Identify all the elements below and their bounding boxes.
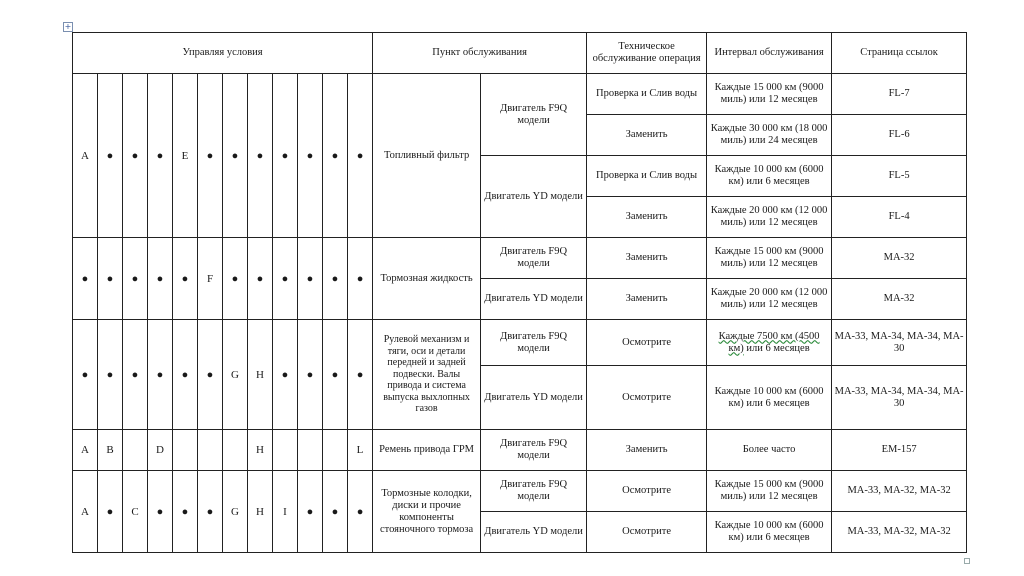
condition-cell: ●	[273, 238, 298, 320]
operation-cell: Заменить	[587, 238, 707, 279]
interval-cell: Каждые 10 000 км (6000 км) или 6 месяцев	[707, 156, 832, 197]
condition-cell: ●	[348, 471, 373, 553]
item-cell: Топливный фильтр	[373, 74, 481, 238]
condition-cell: ●	[348, 320, 373, 430]
interval-cell: Каждые 20 000 км (12 000 миль) или 12 месяцев	[707, 279, 832, 320]
maintenance-table	[72, 32, 967, 553]
interval-cell	[707, 320, 832, 366]
interval-text: км)	[728, 342, 744, 354]
item-cell: Тормозная жидкость	[373, 238, 481, 320]
condition-cell: ●	[298, 74, 323, 238]
condition-cell: H	[248, 471, 273, 553]
condition-cell	[323, 430, 348, 471]
condition-cell: ●	[123, 238, 148, 320]
condition-cell: F	[198, 238, 223, 320]
interval-cell: Каждые 10 000 км (6000 км) или 6 месяцев	[707, 366, 832, 430]
condition-cell	[273, 430, 298, 471]
condition-cell: C	[123, 471, 148, 553]
condition-cell: E	[173, 74, 198, 238]
operation-cell: Заменить	[587, 115, 707, 156]
header-ref: Страница ссылок	[832, 33, 967, 74]
item-cell: Рулевой механизм и тяги, оси и детали передней и задней подвески. Валы привода и система выпуска выхлопных газов	[373, 320, 481, 430]
condition-cell: ●	[148, 320, 173, 430]
operation-cell: Заменить	[587, 197, 707, 238]
condition-cell: ●	[198, 320, 223, 430]
condition-cell: B	[98, 430, 123, 471]
condition-cell	[173, 430, 198, 471]
engine-cell: Двигатель F9Q модели	[481, 320, 587, 366]
condition-cell	[198, 430, 223, 471]
ref-cell: FL-5	[832, 156, 967, 197]
engine-cell: Двигатель YD модели	[481, 512, 587, 553]
item-cell: Ремень привода ГРМ	[373, 430, 481, 471]
engine-cell: Двигатель YD модели	[481, 279, 587, 320]
table-row	[73, 238, 967, 279]
condition-cell: ●	[173, 320, 198, 430]
header-conditions: Управляя условия	[73, 33, 373, 74]
table-move-handle-icon[interactable]: +	[64, 22, 72, 31]
condition-cell: ●	[248, 238, 273, 320]
condition-cell: ●	[348, 74, 373, 238]
condition-cell: ●	[148, 74, 173, 238]
condition-cell: ●	[223, 74, 248, 238]
header-interval: Интервал обслуживания	[707, 33, 832, 74]
operation-cell: Осмотрите	[587, 471, 707, 512]
table-row	[73, 430, 967, 471]
interval-text: или 6 месяцев	[743, 342, 810, 354]
condition-cell: ●	[323, 74, 348, 238]
interval-cell: Более часто	[707, 430, 832, 471]
engine-cell: Двигатель F9Q модели	[481, 238, 587, 279]
table-row	[73, 74, 967, 115]
operation-cell: Проверка и Слив воды	[587, 156, 707, 197]
condition-cell: ●	[198, 74, 223, 238]
condition-cell: ●	[98, 74, 123, 238]
interval-cell: Каждые 30 000 км (18 000 миль) или 24 месяцев	[707, 115, 832, 156]
condition-cell: D	[148, 430, 173, 471]
header-operation: Техническое обслуживание операция	[587, 33, 707, 74]
condition-cell: ●	[123, 74, 148, 238]
condition-cell: ●	[323, 471, 348, 553]
interval-cell: Каждые 15 000 км (9000 миль) или 12 месяцев	[707, 74, 832, 115]
condition-cell	[123, 430, 148, 471]
ref-cell: FL-6	[832, 115, 967, 156]
condition-cell: ●	[298, 238, 323, 320]
condition-cell: ●	[98, 471, 123, 553]
condition-cell: ●	[348, 238, 373, 320]
interval-cell: Каждые 15 000 км (9000 миль) или 12 месяцев	[707, 238, 832, 279]
engine-cell: Двигатель YD модели	[481, 366, 587, 430]
condition-cell: ●	[123, 320, 148, 430]
operation-cell: Осмотрите	[587, 320, 707, 366]
condition-cell: H	[248, 430, 273, 471]
engine-cell: Двигатель F9Q модели	[481, 471, 587, 512]
condition-cell: L	[348, 430, 373, 471]
condition-cell: ●	[248, 74, 273, 238]
condition-cell: G	[223, 471, 248, 553]
table-row	[73, 320, 967, 366]
ref-cell: MA-33, MA-32, MA-32	[832, 471, 967, 512]
operation-cell: Заменить	[587, 279, 707, 320]
ref-cell: MA-32	[832, 279, 967, 320]
header-item: Пункт обслуживания	[373, 33, 587, 74]
condition-cell: H	[248, 320, 273, 430]
condition-cell: A	[73, 430, 98, 471]
item-cell: Тормозные колодки, диски и прочие компоненты стояночного тормоза	[373, 471, 481, 553]
condition-cell: ●	[223, 238, 248, 320]
condition-cell: ●	[73, 238, 98, 320]
interval-cell: Каждые 10 000 км (6000 км) или 6 месяцев	[707, 512, 832, 553]
operation-cell: Заменить	[587, 430, 707, 471]
operation-cell: Проверка и Слив воды	[587, 74, 707, 115]
condition-cell: ●	[98, 238, 123, 320]
engine-cell: Двигатель F9Q модели	[481, 74, 587, 156]
condition-cell: G	[223, 320, 248, 430]
interval-cell: Каждые 20 000 км (12 000 миль) или 12 месяцев	[707, 197, 832, 238]
condition-cell	[223, 430, 248, 471]
condition-cell: ●	[273, 320, 298, 430]
condition-cell: A	[73, 471, 98, 553]
engine-cell: Двигатель F9Q модели	[481, 430, 587, 471]
condition-cell: I	[273, 471, 298, 553]
condition-cell: ●	[323, 238, 348, 320]
condition-cell: ●	[173, 471, 198, 553]
condition-cell: ●	[323, 320, 348, 430]
condition-cell: ●	[298, 320, 323, 430]
condition-cell: ●	[173, 238, 198, 320]
condition-cell: ●	[298, 471, 323, 553]
interval-cell: Каждые 15 000 км (9000 миль) или 12 месяцев	[707, 471, 832, 512]
operation-cell: Осмотрите	[587, 512, 707, 553]
condition-cell: ●	[273, 74, 298, 238]
ref-cell: MA-33, MA-32, MA-32	[832, 512, 967, 553]
table-row	[73, 471, 967, 512]
condition-cell: ●	[98, 320, 123, 430]
condition-cell: ●	[148, 238, 173, 320]
condition-cell	[298, 430, 323, 471]
header-row	[73, 33, 967, 74]
condition-cell: ●	[73, 320, 98, 430]
ref-cell: MA-33, MA-34, MA-34, MA-30	[832, 320, 967, 366]
ref-cell: FL-7	[832, 74, 967, 115]
ref-cell: EM-157	[832, 430, 967, 471]
interval-text: Каждые 7500 км (4500	[718, 330, 820, 342]
condition-cell: ●	[198, 471, 223, 553]
end-of-cell-mark	[964, 558, 970, 564]
ref-cell: MA-33, MA-34, MA-34, MA-30	[832, 366, 967, 430]
engine-cell: Двигатель YD модели	[481, 156, 587, 238]
condition-cell: A	[73, 74, 98, 238]
operation-cell: Осмотрите	[587, 366, 707, 430]
ref-cell: FL-4	[832, 197, 967, 238]
condition-cell: ●	[148, 471, 173, 553]
ref-cell: MA-32	[832, 238, 967, 279]
